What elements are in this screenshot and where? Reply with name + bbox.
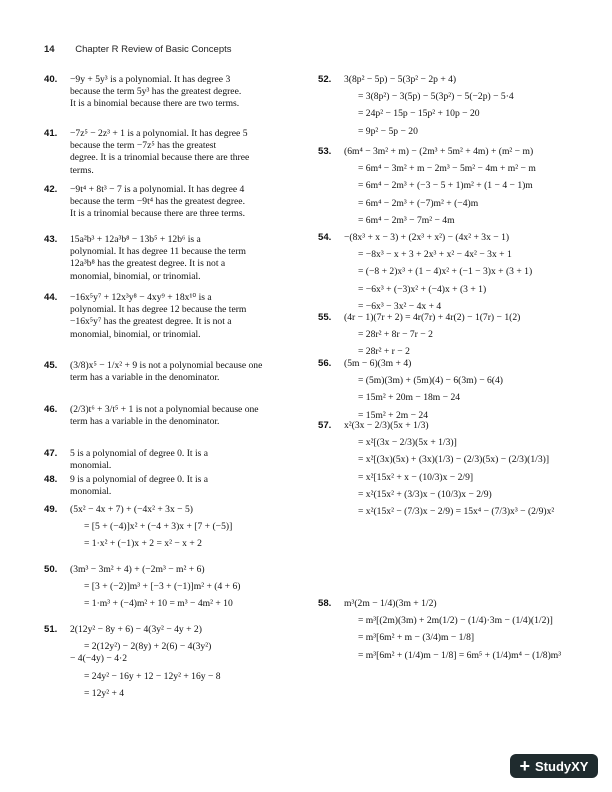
problem-number: 50. (44, 564, 58, 575)
studyxy-badge[interactable] (510, 754, 598, 778)
problem-number: 55. (318, 312, 332, 323)
solution-step: = [5 + (−4)]x² + (−4 + 3)x + [7 + (−5)] (84, 521, 233, 533)
solution-step: = −6x³ − 3x² − 4x + 4 (358, 300, 442, 312)
problem-text: (2/3)t⁶ + 3/t⁵ + 1 is not a polynomial because one (70, 404, 259, 415)
solution-step: = 9p² − 5p − 20 (358, 125, 418, 137)
problem-text: because the term 5y³ has the greatest degree. (70, 86, 242, 98)
problem-text: It is a binomial because there are two terms. (70, 98, 240, 110)
problem-text: −16x⁵y⁷ has the greatest degree. It is not a (70, 316, 232, 328)
problem-number: 46. (44, 404, 58, 415)
problem-text: m³(2m − 1/4)(3m + 1/2) (344, 598, 437, 609)
problem-51 (44, 624, 221, 700)
problem-text: monomial. (70, 460, 112, 472)
problem-number: 41. (44, 128, 58, 139)
problem-text: polynomial. It has degree 12 because the term (70, 304, 247, 316)
problem-49 (44, 504, 232, 551)
problem-text: polynomial. It has degree 11 because the term (70, 246, 246, 258)
problem-43 (44, 234, 246, 283)
problem-number: 58. (318, 598, 332, 609)
problem-52 (318, 74, 514, 138)
solution-step: = m³[6m² + (1/4)m − 1/8] = 6m⁵ + (1/4)m⁴ − (1/8)m³ (358, 649, 562, 661)
solution-step: = 6m⁴ − 2m³ + (−3 − 5 + 1)m² + (1 − 4 − 1)m (358, 180, 533, 192)
solution-step: = x²[15x² + x − (10/3)x − 2/9] (358, 471, 474, 483)
solution-step: = x²[(3x)(5x) + (3x)(1/3) − (2/3)(5x) − (2/3)(1/3)] (358, 454, 550, 466)
chapter-title: Chapter R Review of Basic Concepts (75, 44, 232, 55)
problem-50 (44, 564, 240, 611)
problem-58 (318, 598, 561, 662)
solution-step: = 24y² − 16y + 12 − 12y² + 16y − 8 (84, 670, 221, 682)
problem-text: 9 is a polynomial of degree 0. It is a (70, 474, 209, 485)
problem-text: (5m − 6)(3m + 4) (344, 358, 412, 369)
problem-text: terms. (70, 164, 94, 176)
problem-text: 3(8p² − 5p) − 5(3p² − 2p + 4) (344, 74, 457, 85)
problem-number: 51. (44, 624, 58, 635)
problem-text: −7z⁵ − 2z³ + 1 is a polynomial. It has degree 5 (70, 128, 248, 139)
problem-text: term has a variable in the denominator. (70, 416, 220, 428)
problem-number: 42. (44, 184, 58, 195)
problem-number: 53. (318, 146, 332, 157)
problem-text: (6m⁴ − 3m² + m) − (2m³ + 5m² + 4m) + (m² − m) (344, 146, 534, 157)
problem-47 (44, 448, 208, 472)
problem-number: 49. (44, 504, 58, 515)
problem-number: 47. (44, 448, 58, 459)
problem-text: (3/8)x⁵ − 1/x² + 9 is not a polynomial because one (70, 360, 263, 371)
problem-40 (44, 74, 241, 111)
solution-step: = [3 + (−2)]m³ + [−3 + (−1)]m² + (4 + 6) (84, 581, 241, 593)
problem-number: 56. (318, 358, 332, 369)
problem-number: 54. (318, 232, 332, 243)
solution-step: = x²(15x² − (7/3)x − 2/9) = 15x⁴ − (7/3)x³ − (2/9)x² (358, 506, 555, 518)
problem-number: 40. (44, 74, 58, 85)
solution-step: = −6x³ + (−3)x² + (−4)x + (3 + 1) (358, 283, 487, 295)
solution-step: = x²[(3x − 2/3)(5x + 1/3)] (358, 437, 457, 449)
solution-step: = 24p² − 15p − 15p² + 10p − 20 (358, 108, 480, 120)
problem-text: (3m³ − 3m² + 4) + (−2m³ − m² + 6) (70, 564, 205, 575)
problem-41 (44, 128, 249, 177)
problem-57 (318, 420, 554, 518)
solution-step: = 1·x² + (−1)x + 2 = x² − x + 2 (84, 538, 202, 550)
plus-icon: + (519, 756, 531, 776)
problem-number: 45. (44, 360, 58, 371)
solution-step: = (5m)(3m) + (5m)(4) − 6(3m) − 6(4) (358, 375, 503, 387)
page-header (44, 44, 232, 55)
problem-56 (318, 358, 503, 422)
problem-text: − 4(−4y) − 4·2 (70, 653, 127, 665)
problem-text: (4r − 1)(7r + 2) = 4r(7r) + 4r(2) − 1(7r) − 1(2) (344, 312, 521, 323)
problem-46 (44, 404, 259, 428)
problem-42 (44, 184, 245, 221)
problem-number: 44. (44, 292, 58, 303)
problem-text: degree. It is a trinomial because there are three (70, 152, 250, 164)
solution-step: = 15m² + 2m − 24 (358, 409, 429, 421)
problem-text: monomial, binomial, or trinomial. (70, 270, 201, 282)
solution-step: = 15m² + 20m − 18m − 24 (358, 392, 461, 404)
problem-text: 5 is a polynomial of degree 0. It is a (70, 448, 209, 459)
problem-number: 43. (44, 234, 58, 245)
solution-step: = 12y² + 4 (84, 687, 125, 699)
problem-number: 52. (318, 74, 332, 85)
problem-text: term has a variable in the denominator. (70, 372, 220, 384)
problem-55 (318, 312, 520, 359)
problem-number: 48. (44, 474, 58, 485)
problem-text: 12a³b⁸ has the greatest degree. It is not a (70, 258, 226, 270)
solution-step: = x²(15x² + (3/3)x − (10/3)x − 2/9) (358, 488, 492, 500)
solution-step: = 2(12y²) − 2(8y) + 2(6) − 4(3y²) (84, 641, 212, 653)
problem-text: 15a²b³ + 12a³b⁸ − 13b⁵ + 12b⁶ is a (70, 234, 201, 245)
problem-text: x²(3x − 2/3)(5x + 1/3) (344, 420, 429, 431)
solution-step: = 28r² + 8r − 7r − 2 (358, 329, 433, 341)
problem-text: monomial. (70, 486, 112, 498)
solution-step: = 6m⁴ − 3m² + m − 2m³ − 5m² − 4m + m² − m (358, 163, 536, 175)
problem-text: −(8x³ + x − 3) + (2x³ + x²) − (4x² + 3x − 1) (344, 232, 510, 243)
problem-text: (5x² − 4x + 7) + (−4x² + 3x − 5) (70, 504, 193, 515)
solution-step: = 6m⁴ − 2m³ − 7m² − 4m (358, 214, 455, 226)
solution-step: = 3(8p²) − 3(5p) − 5(3p²) − 5(−2p) − 5·4 (358, 91, 514, 103)
solution-step: = (−8 + 2)x³ + (1 − 4)x² + (−1 − 3)x + (3 + 1) (358, 266, 533, 278)
problem-44 (44, 292, 246, 341)
problem-number: 57. (318, 420, 332, 431)
problem-text: It is a trinomial because there are three terms. (70, 208, 246, 220)
problem-text: 2(12y² − 8y + 6) − 4(3y² − 4y + 2) (70, 624, 202, 635)
solution-step: = m³[(2m)(3m) + 2m(1/2) − (1/4)·3m − (1/4)(1/2)] (358, 615, 553, 627)
page-number: 14 (44, 44, 55, 55)
problem-text: −9t⁴ + 8t³ − 7 is a polynomial. It has degree 4 (70, 184, 245, 195)
brand-label: StudyXY (535, 758, 589, 774)
solution-step: = −8x³ − x + 3 + 2x³ + x² − 4x² − 3x + 1 (358, 249, 512, 261)
solution-step: = 6m⁴ − 2m³ + (−7)m² + (−4)m (358, 197, 479, 209)
problem-text: −9y + 5y³ is a polynomial. It has degree 3 (70, 74, 231, 85)
problem-text: because the term −9t⁴ has the greatest degree. (70, 196, 245, 208)
problem-text: monomial, binomial, or trinomial. (70, 328, 201, 340)
problem-45 (44, 360, 262, 384)
solution-step: = m³[6m² + m − (3/4)m − 1/8] (358, 632, 475, 644)
problem-54 (318, 232, 532, 313)
problem-48 (44, 474, 208, 498)
problem-text: −16x⁵y⁷ + 12x³y⁸ − 4xy⁹ + 18x¹⁰ is a (70, 292, 212, 303)
solution-step: = 28r² + r − 2 (358, 346, 410, 358)
problem-text: because the term −7z⁵ has the greatest (70, 140, 217, 152)
solution-step: = 1·m³ + (−4)m² + 10 = m³ − 4m² + 10 (84, 598, 233, 610)
problem-53 (318, 146, 536, 227)
